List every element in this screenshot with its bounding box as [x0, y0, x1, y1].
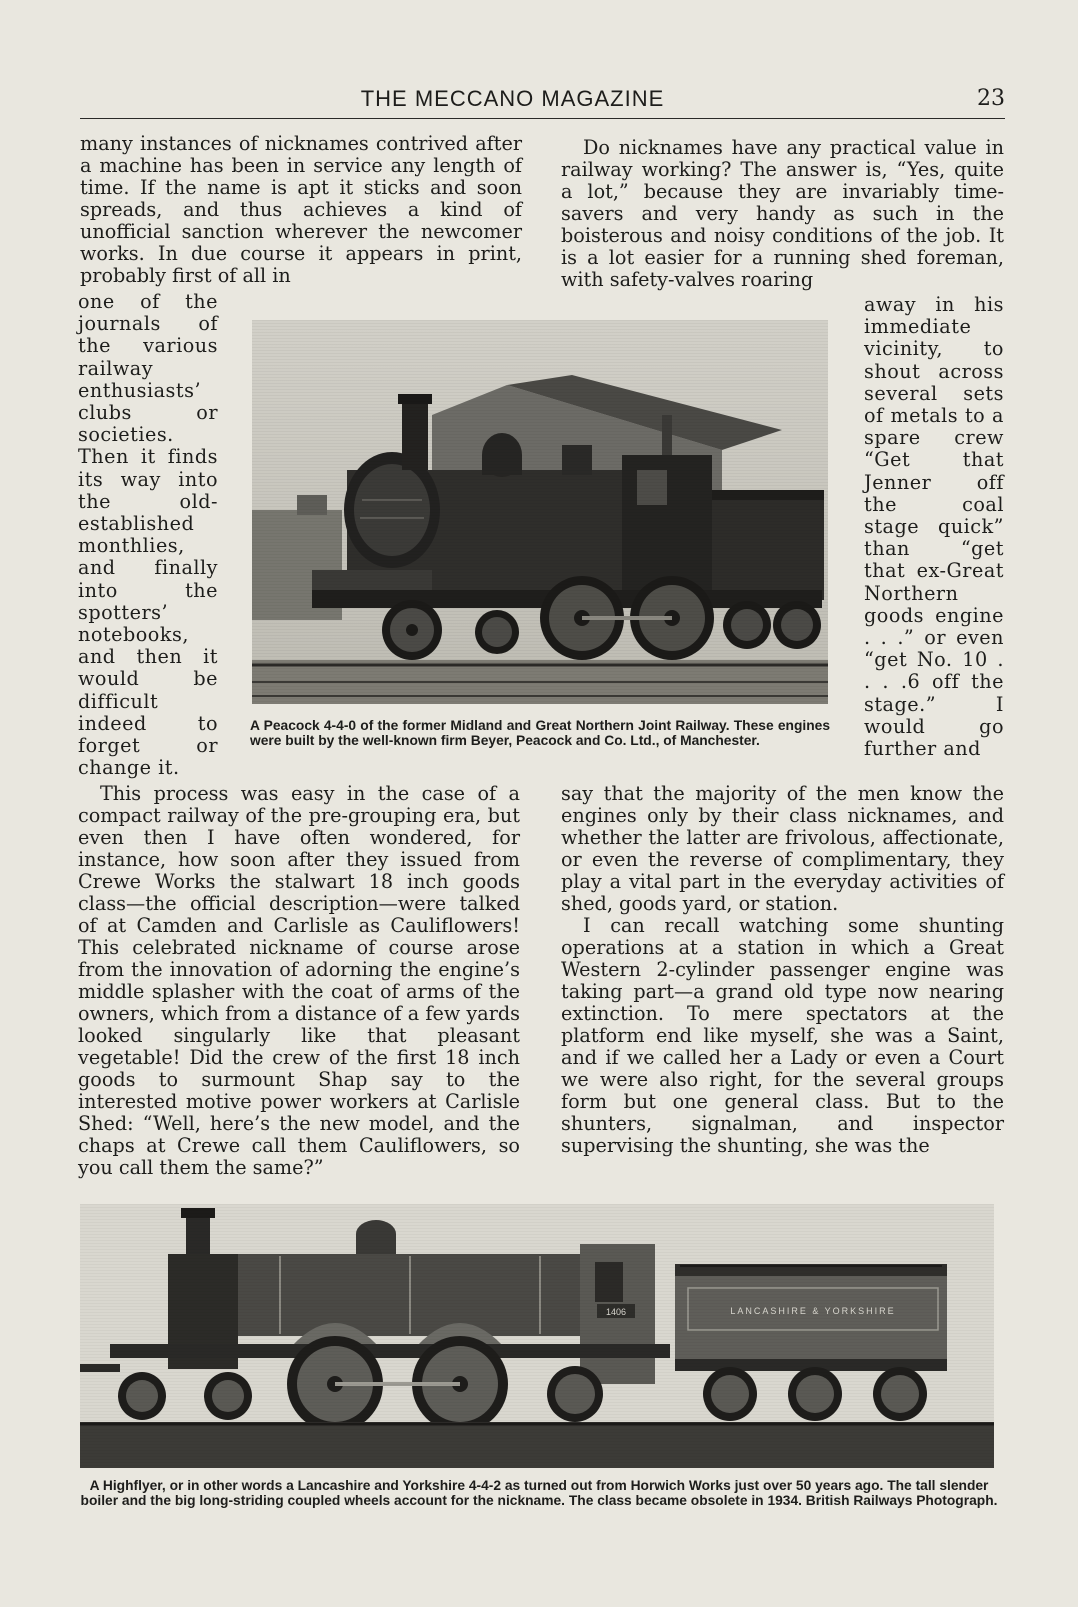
col2-top-text: [561, 137, 1004, 291]
col1-top-paragraph: many instances of nicknames contrived after a machine has been in service any length of time. If the name is apt it sticks and soon spreads, and thus achieves a kind of unofficial sanction wherever the newcomer works. In due course it appears in print, probably first of all in: [80, 132, 522, 287]
magazine-title: THE MECCANO MAGAZINE: [360, 86, 665, 111]
col2-bottom-paragraph-2: I can recall watching some shunting operations at a station in which a Great Western 2-cylinder passenger engine was taking part—a grand old type now nearing extinction. To mere spectators at the platform end like myself, she was a Saint, and if we called her a Lady or even a Court we were also right, for the several groups form but one general class. But to the shunters, signalman, and inspector supervising the shunting, she was the: [561, 914, 1004, 1157]
page-header: [80, 84, 1005, 119]
col2-narrow-paragraph: away in his immediate vicinity, to shout across several sets of metals to a spare crew “Get that Jenner off the coal stage quick” than “get that ex-Great Northern goods engine . . .” or even “get No. 10 . . . .6 off the stage.” I would go further and: [864, 293, 1004, 761]
col1-narrow-text: [78, 291, 218, 779]
page-number: 23: [977, 86, 1005, 111]
col2-top-paragraph: Do nicknames have any practical value in railway working? The answer is, “Yes, quite a lot,” because they are invariably time-savers and very handy as such in the boisterous and noisy conditions of the job. It is a lot easier for a running shed foreman, with safety-valves roaring: [561, 136, 1004, 291]
col2-bottom-text: [561, 783, 1004, 1157]
col1-top-text: [80, 133, 522, 287]
col1-narrow-paragraph: one of the journals of the various railway enthusiasts’ clubs or societies. Then it finds its way into the old-established monthlies, and finally into the spotters’ notebooks, and then it would be difficult indeed to forget or change it.: [78, 290, 218, 780]
highflyer-photo-caption: A Highflyer, or in other words a Lancashire and Yorkshire 4-4-2 as turned out from Horwich Works just over 50 years ago. The tall slender boiler and the big long-striding coupled wheels account for the nickname. The class became obsolete in 1934. British Railways Photograph.: [80, 1478, 998, 1508]
highflyer-locomotive-photo: [80, 1204, 994, 1468]
col1-bottom-paragraph: This process was easy in the case of a compact railway of the pre-grouping era, but even then I have often wondered, for instance, how soon after they issued from Crewe Works the stalwart 18 inch goods class—the official description—were talked of at Camden and Carlisle as Cauliflowers! This celebrated nickname of course arose from the innovation of adorning the engine’s middle splasher with the coat of arms of the owners, which from a distance of a few yards looked singularly like that pleasant vegetable! Did the crew of the first 18 inch goods to surmount Shap say to the interested motive power workers at Carlisle Shed: “Well, here’s the new model, and the chaps at Crewe call them Cauliflowers, so you call them the same?”: [78, 782, 520, 1179]
col2-narrow-text: [864, 294, 1004, 760]
col1-bottom-text: [78, 783, 520, 1179]
col2-bottom-paragraph-1: say that the majority of the men know the engines only by their class nicknames, and whether the latter are frivolous, affectionate, or even the reverse of complimentary, they play a vital part in the everyday activities of shed, goods yard, or station.: [561, 782, 1004, 915]
peacock-locomotive-photo: [252, 320, 828, 704]
peacock-photo-caption: A Peacock 4-4-0 of the former Midland and Great Northern Joint Railway. These engines were built by the well-known firm Beyer, Peacock and Co. Ltd., of Manchester.: [250, 718, 830, 748]
